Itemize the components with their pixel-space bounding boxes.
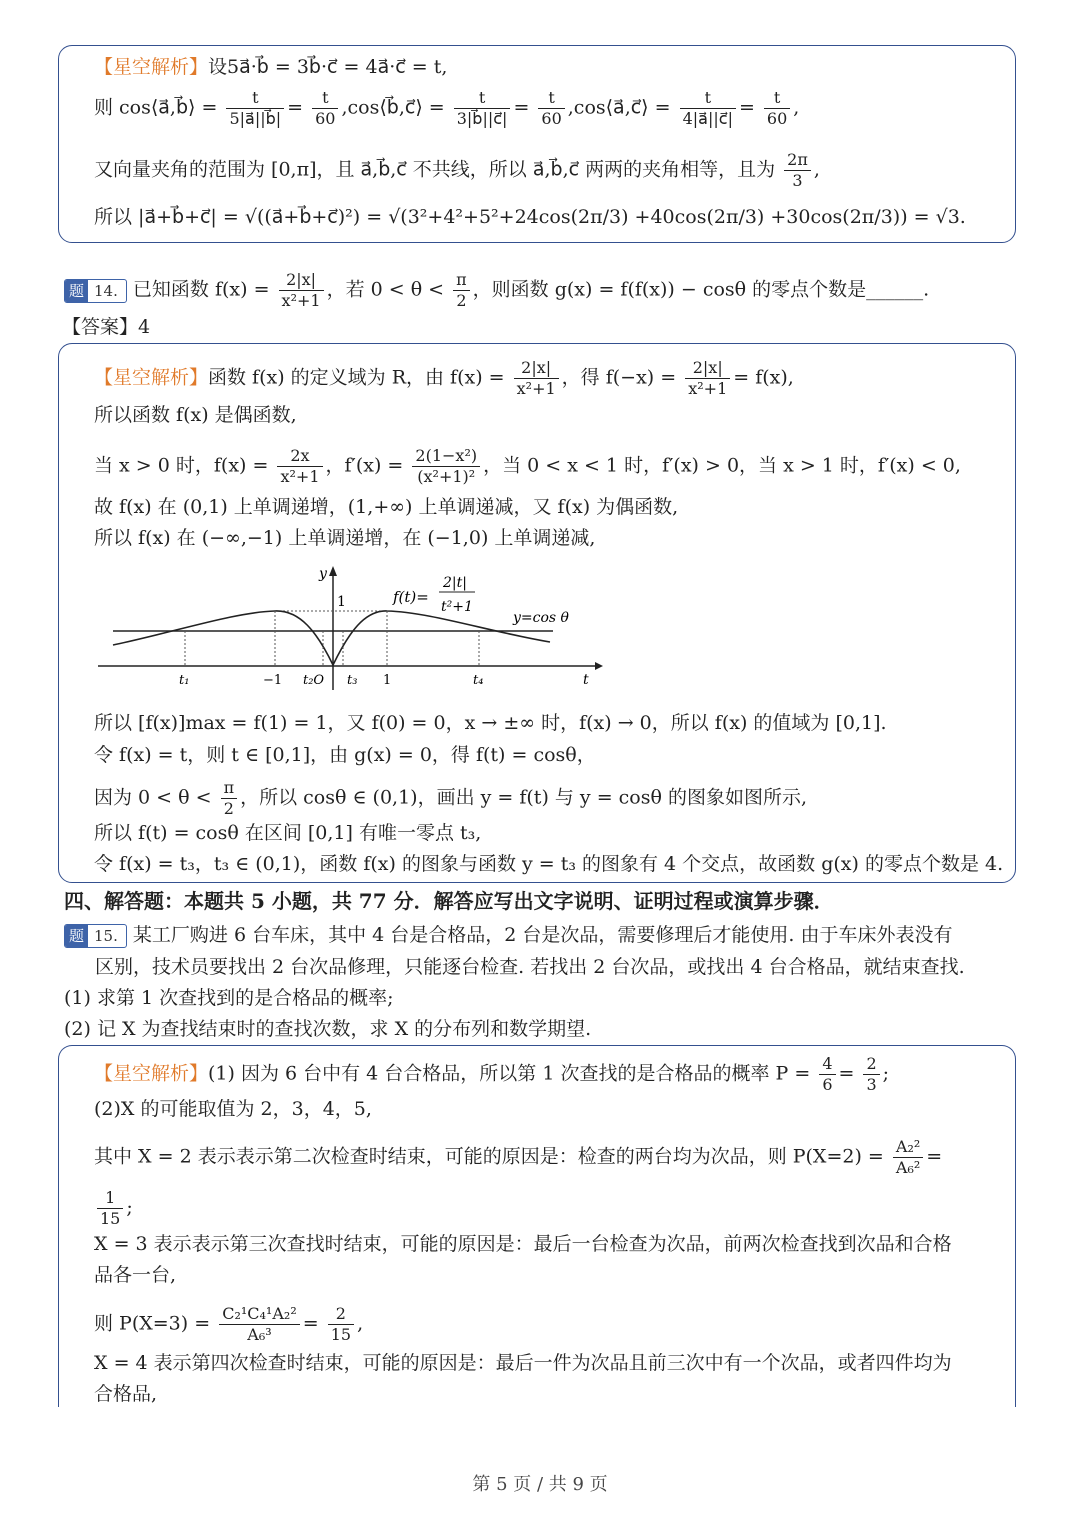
question-15-part1	[64, 985, 394, 1011]
text: 已知函数 f(x) =	[132, 278, 270, 301]
block2-line5	[94, 525, 595, 551]
block3-line7: 则 P(X=3) = $\frac{\text{C₂¹C₄¹A₂²}}{\text{A₆³}}$ = $\frac{2}{15}$ ,	[94, 1304, 364, 1344]
text: 品各一台,	[94, 1264, 177, 1286]
block3-line8	[94, 1350, 952, 1376]
block2-line9	[94, 820, 481, 846]
answer-14	[62, 314, 150, 340]
answer-text: 【答案】4	[62, 316, 151, 338]
num: t	[454, 88, 511, 109]
text: ，f′(x) =	[325, 454, 404, 477]
block3-line3: 其中 X = 2 表示表示第二次检查时结束，可能的原因是：检查的两台均为次品，则 P(X=2) = $\frac{\text{A₂²}}{\text{A₆²}}$ =	[94, 1137, 943, 1177]
den: 5|a⃗||b⃗|	[229, 109, 282, 128]
den: A₆³	[247, 1325, 272, 1344]
text: 某工厂购进 6 台车床，其中 4 台是合格品，2 台是次品，需要修理后才能使用. 由于车床外表没有	[132, 924, 953, 946]
num: 2(1−x²)	[412, 446, 480, 467]
fraction	[784, 150, 811, 191]
text: 又向量夹角的范围为 [0,π]，且 a⃗,b⃗,c⃗ 不共线，所以 a⃗,b⃗,c⃗ 两两的夹角相等，且为	[94, 158, 776, 181]
den: 6	[822, 1075, 833, 1094]
num: π	[221, 778, 238, 799]
num: 2|x|	[279, 270, 324, 291]
text: 令 f(x) = t，则 t ∈ [0,1]，由 g(x) = 0，得 f(t) = cosθ，	[94, 744, 596, 766]
text: ，则函数 g(x) = f(f(x)) − cosθ 的零点个数是______.	[472, 278, 930, 301]
t-axis-label: t	[583, 672, 589, 688]
text: X = 3 表示表示第三次查找时结束，可能的原因是：最后一台检查为次品，前两次检查找到次品和合格	[94, 1233, 952, 1255]
block2-line10	[94, 851, 1003, 877]
den: x²+1	[281, 291, 321, 310]
num: t	[538, 88, 564, 109]
fraction	[819, 1054, 835, 1095]
block2-line4	[94, 494, 678, 520]
text: ，当 0 < x < 1 时，f′(x) > 0，当 x > 1 时，f′(x) < 0,	[483, 454, 961, 477]
den: 60	[766, 109, 788, 128]
text: (1) 因为 6 台中有 4 台合格品，所以第 1 次查找的是合格品的概率 P =	[208, 1062, 811, 1085]
text: ,	[813, 158, 820, 181]
fraction	[680, 88, 736, 129]
text: (2) 记 X 为查找结束时的查找次数，求 X 的分布列和数学期望.	[64, 1018, 592, 1040]
num: t	[226, 88, 284, 109]
solution-tag: 【星空解析】	[94, 1062, 209, 1085]
block2-line7	[94, 742, 596, 768]
text: ，所以 cosθ ∈ (0,1)，画出 y = f(t) 与 y = cosθ 的图象如图所示,	[240, 786, 808, 809]
question-mark: 题	[65, 280, 88, 302]
fraction	[454, 88, 511, 129]
num: 2|x|	[514, 358, 559, 379]
text: 故 f(x) 在 (0,1) 上单调递增，(1,+∞) 上单调递减，又 f(x) 为偶函数,	[94, 496, 679, 518]
text: ,cos⟨a⃗,c⃗⟩ =	[567, 96, 671, 119]
question-14	[64, 270, 929, 311]
fraction	[328, 1304, 354, 1345]
block3-line5	[94, 1231, 952, 1257]
fraction	[277, 446, 322, 487]
solution-tag: 【星空解析】	[94, 366, 209, 389]
text: 当 x > 0 时，f(x) =	[94, 454, 269, 477]
num: A₂²	[893, 1137, 923, 1158]
den: 15	[100, 1209, 121, 1228]
num: 2|x|	[685, 358, 730, 379]
fraction	[312, 88, 338, 129]
num: π	[453, 270, 470, 291]
question-15-line2	[95, 954, 965, 980]
text: ;	[882, 1062, 890, 1085]
text: ,cos⟨b⃗,c⃗⟩ =	[341, 96, 445, 119]
page-footer: 第 5 页 / 共 9 页	[472, 1474, 608, 1495]
fraction	[221, 778, 238, 819]
num: 4	[819, 1054, 835, 1075]
den: x²+1	[280, 467, 320, 486]
section-heading	[64, 888, 834, 914]
tick-t4: t₄	[473, 673, 484, 688]
block2-line8	[94, 778, 807, 819]
text: = f(x),	[733, 366, 794, 389]
den: x²+1	[516, 379, 556, 398]
tick-one: 1	[383, 673, 392, 688]
num: 2	[328, 1304, 354, 1325]
tick-t2-origin: t₂O	[303, 673, 325, 688]
text: ，若 0 < θ <	[326, 278, 445, 301]
fraction	[764, 88, 790, 129]
block3-line4	[94, 1188, 133, 1229]
num: t	[764, 88, 790, 109]
block3-line9	[94, 1381, 157, 1407]
f-label: f(t)=	[393, 588, 429, 606]
question-15-part2	[64, 1016, 591, 1042]
den: A₆²	[895, 1158, 921, 1177]
text: 所以 f(x) 在 (−∞,−1) 上单调递增，在 (−1,0) 上单调递减,	[94, 527, 596, 549]
f-curve	[113, 611, 550, 665]
text: ，得 f(−x) =	[561, 366, 677, 389]
block2-line2	[94, 402, 297, 428]
num: 1	[97, 1188, 123, 1209]
block1-line1	[94, 54, 447, 80]
block1-line4	[94, 204, 966, 230]
question-number	[64, 924, 127, 948]
level-one-label: 1	[337, 594, 346, 610]
number: 14.	[94, 281, 118, 300]
block3-line1: 【星空解析】(1) 因为 6 台中有 4 台合格品，所以第 1 次查找的是合格品的概率 P = $\frac{4}{6}$ = $\frac{2}{3}$ ;	[94, 1054, 890, 1094]
fraction	[685, 358, 730, 399]
t-axis-arrow	[595, 662, 603, 670]
f-label-num: 2|t|	[443, 575, 467, 591]
solution-tag: 【星空解析】	[94, 56, 209, 78]
text: X = 4 表示第四次检查时结束，可能的原因是：最后一件为次品且前三次中有一个次品，或者四件均为	[94, 1352, 952, 1374]
den: 2	[456, 291, 467, 310]
block1-line2: 则 cos⟨a⃗,b⃗⟩ = $\frac{t}{5|a⃗||b⃗|}$ = $\frac{t}{60}$ ,cos⟨b⃗,c⃗⟩ = $\frac{t}{3|b⃗||c⃗|}$ = $\frac{t}{60}$ ,cos⟨a⃗,c⃗⟩ = $\frac{t}{4|a⃗||c⃗|}$ = $\frac{t}{60}$ ,	[94, 88, 800, 128]
num: t	[312, 88, 338, 109]
block3-line6	[94, 1262, 176, 1288]
den: (x²+1)²	[417, 467, 476, 486]
fraction	[538, 88, 564, 129]
block3-line2	[94, 1096, 372, 1122]
text: ,	[357, 1312, 364, 1335]
text: 所以函数 f(x) 是偶函数,	[94, 404, 297, 426]
den: 60	[541, 109, 562, 128]
question-number	[64, 279, 127, 303]
den: 4|a⃗||c⃗|	[682, 109, 733, 128]
block2-line1	[94, 358, 794, 399]
text: ,	[793, 96, 800, 119]
fraction	[514, 358, 559, 399]
y-axis-label: y	[319, 566, 327, 582]
text: 所以 |a⃗+b⃗+c⃗| = √((a⃗+b⃗+c⃗)²) = √(3²+4²+5²+24cos(2π/3) +40cos(2π/3) +30cos(2π/3)) = √3.	[94, 206, 966, 228]
text: 所以 [f(x)]max = f(1) = 1，又 f(0) = 0，x → ±∞ 时，f(x) → 0，所以 f(x) 的值域为 [0,1].	[94, 712, 887, 734]
fraction	[412, 446, 480, 487]
tick-t3: t₃	[347, 673, 358, 688]
text: 则 P(X=3) =	[94, 1312, 211, 1335]
text: 则 cos⟨a⃗,b⃗⟩ =	[94, 96, 218, 119]
fraction	[226, 88, 284, 129]
block2-line6	[94, 710, 887, 736]
fraction	[893, 1137, 923, 1178]
text: 设5a⃗·b⃗ = 3b⃗·c⃗ = 4a⃗·c⃗ = t,	[208, 56, 448, 78]
block1-line3	[94, 150, 820, 191]
text: 区别，技术员要找出 2 台次品修理，只能逐台检查. 若找出 2 台次品，或找出 4 台合格品，就结束查找.	[95, 956, 965, 978]
text: (1) 求第 1 次查找到的是合格品的概率;	[64, 987, 394, 1009]
num: 2π	[784, 150, 811, 171]
den: 15	[330, 1325, 352, 1344]
fraction	[863, 1054, 879, 1095]
num: 2x	[277, 446, 322, 467]
num: C₂¹C₄¹A₂²	[219, 1304, 300, 1325]
number: 15.	[94, 927, 118, 945]
text: 所以 f(t) = cosθ 在区间 [0,1] 有唯一零点 t₃,	[94, 822, 482, 844]
num: 2	[863, 1054, 879, 1075]
fraction	[279, 270, 324, 311]
text: 因为 0 < θ <	[94, 786, 212, 809]
fraction	[219, 1304, 300, 1345]
text: 令 f(x) = t₃，t₃ ∈ (0,1)，函数 f(x) 的图象与函数 y = t₃ 的图象有 4 个交点，故函数 g(x) 的零点个数是 4.	[94, 853, 1004, 875]
cos-label: y=cos θ	[513, 610, 569, 626]
question-15-line1	[64, 922, 952, 948]
text: ;	[126, 1196, 133, 1219]
text: (2)X 的可能取值为 2，3，4，5,	[94, 1098, 372, 1120]
tick-t1: t₁	[179, 673, 190, 688]
den: x²+1	[688, 379, 728, 398]
text: 函数 f(x) 的定义域为 R，由 f(x) =	[208, 366, 505, 389]
text: 四、解答题：本题共 5 小题，共 77 分．解答应写出文字说明、证明过程或演算步骤．	[64, 889, 834, 913]
fraction	[97, 1188, 123, 1229]
text: 合格品,	[94, 1383, 158, 1405]
f-label-den: t²+1	[441, 599, 473, 615]
den: 3	[866, 1075, 877, 1094]
den: 60	[315, 109, 336, 128]
tick-minus-one: −1	[263, 673, 283, 688]
text: 其中 X = 2 表示表示第二次检查时结束，可能的原因是：检查的两台均为次品，则 P(X=2) =	[94, 1145, 884, 1168]
function-graph	[95, 562, 605, 692]
y-axis-arrow	[329, 566, 337, 576]
den: 2	[223, 799, 234, 818]
den: 3	[792, 171, 803, 190]
question-mark: 题	[65, 925, 88, 947]
fraction	[453, 270, 470, 311]
num: t	[680, 88, 736, 109]
block2-line3	[94, 446, 961, 487]
den: 3|b⃗||c⃗|	[456, 109, 508, 128]
